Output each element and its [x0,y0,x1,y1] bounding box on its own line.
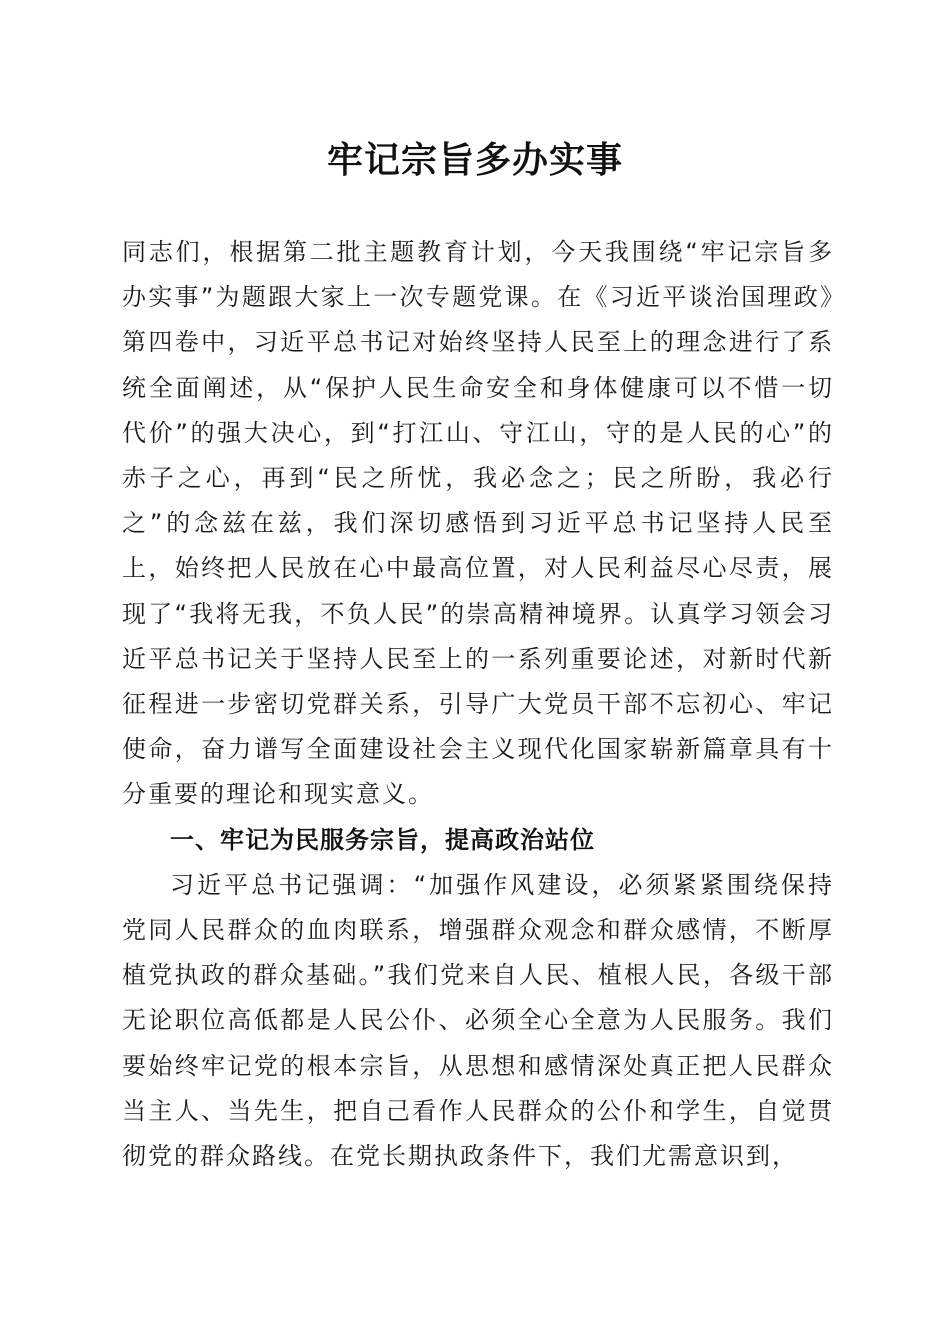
section-heading: 一、牢记为民服务宗旨，提高政治站位 [170,825,595,854]
document-title: 牢记宗旨多办实事 [326,139,623,181]
intro-paragraph: 同志们，根据第二批主题教育计划，今天我围绕“牢记宗旨多办实事”为题跟大家上一次专题党课。在《习近平谈治国理政》第四卷中，习近平总书记对始终坚持人民至上的理念进行了系统全面阐述，从“保护人民生命安全和身体健康可以不惜一切代价”的强大决心，到“打江山、守江山，守的是人民的心”的赤子之心，再到“民之所忧，我必念之；民之所盼，我必行之”的念兹在兹，我们深切感悟到习近平总书记坚持人民至上，始终把人民放在心中最高位置，对人民利益尽心尽责，展现了“我将无我，不负人民”的崇高精神境界。认真学习领会习近平总书记关于坚持人民至上的一系列重要论述，对新时代新征程进一步密切党群关系，引导广大党员干部不忘初心、牢记使命，奋力谱写全面建设社会主义现代化国家崭新篇章具有十分重要的理论和现实意义。 [122,238,834,809]
document-body [122,230,834,1179]
section-paragraph: 习近平总书记强调：“加强作风建设，必须紧紧围绕保持党同人民群众的血肉联系，增强群众观念和群众感情，不断厚植党执政的群众基础。”我们党来自人民、植根人民，各级干部无论职位高低都是人民公仆、必须全心全意为人民服务。我们要始终牢记党的根本宗旨，从思想和感情深处真正把人民群众当主人、当先生，把自己看作人民群众的公仆和学生，自觉贯彻党的群众路线。在党长期执政条件下，我们尤需意识到， [122,870,834,1171]
